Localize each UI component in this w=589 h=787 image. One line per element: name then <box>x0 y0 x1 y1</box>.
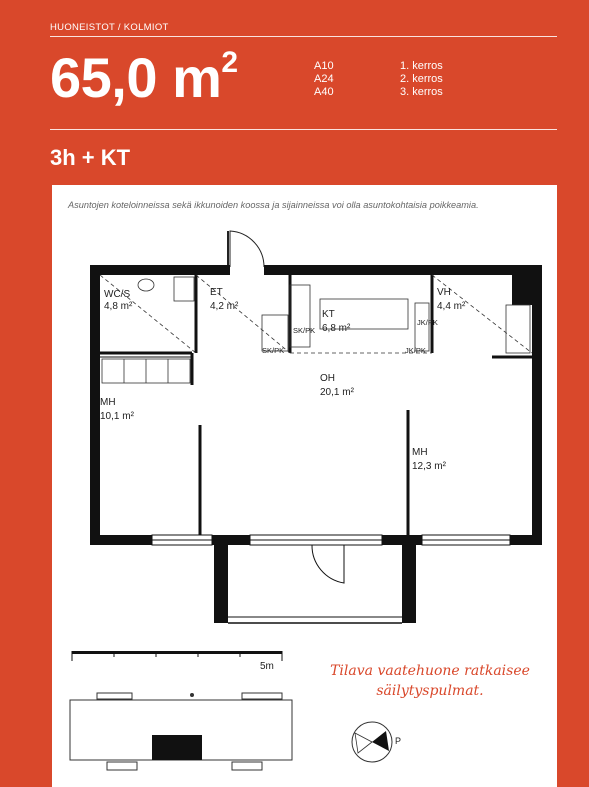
walls <box>90 265 542 623</box>
fixtures <box>100 275 532 383</box>
tagline-line: Tilava vaatehuone ratkaisee <box>330 663 530 679</box>
fixture-label: JK/PK <box>417 318 438 327</box>
apartment-code: A10 <box>314 60 334 72</box>
floor-list <box>400 60 443 99</box>
room-type: 3h + KT <box>50 145 131 170</box>
apartment-code: A24 <box>314 73 334 85</box>
room-name: ET <box>210 287 223 298</box>
tagline <box>330 661 530 701</box>
room-area: 4,8 m² <box>104 301 133 312</box>
scale-label: 5m <box>260 661 274 672</box>
fixture-label: SK/PK <box>262 346 285 355</box>
breadcrumb: HUONEISTOT / KOLMIOT <box>50 22 169 33</box>
compass-icon <box>352 722 401 762</box>
room-name: KT <box>322 309 335 320</box>
floor-label: 2. kerros <box>400 73 443 85</box>
fixture-label: SK/PK <box>293 326 316 335</box>
floor-label: 3. kerros <box>400 86 443 98</box>
room-area: 4,2 m² <box>210 301 239 312</box>
balcony <box>228 545 402 623</box>
room-name: MH <box>412 447 428 458</box>
tagline-line: säilytyspulmat. <box>376 683 484 699</box>
apartment-code: A40 <box>314 86 334 98</box>
room-area: 10,1 m² <box>100 411 134 422</box>
area-number: 65,0 <box>50 46 157 109</box>
header-rule-top <box>50 36 557 37</box>
room-area: 20,1 m² <box>320 387 354 398</box>
scale-bar <box>72 651 282 672</box>
area-unit: $m^2$ <box>172 46 238 109</box>
apartment-area <box>50 46 238 109</box>
room-name: MH <box>100 397 116 408</box>
room-name: VH <box>437 287 451 298</box>
inner-walls <box>100 275 532 535</box>
room-area: 6,8 m² <box>322 323 351 334</box>
room-area: 12,3 m² <box>412 461 446 472</box>
header-rule-bottom <box>50 129 557 130</box>
key-plan <box>70 693 292 770</box>
floor-label: 1. kerros <box>400 60 443 72</box>
compass-north-label: P <box>395 736 402 746</box>
fixture-label: JK/PK <box>405 346 426 355</box>
disclaimer: Asuntojen koteloinneissa sekä ikkunoiden koossa ja sijainneissa voi olla asuntokohtaisia poikkeamia. <box>68 200 479 210</box>
windows <box>152 535 510 545</box>
room-name: WC/S <box>104 289 131 300</box>
entrance-door <box>228 231 264 269</box>
room-name: OH <box>320 373 335 384</box>
room-area: 4,4 m² <box>437 301 466 312</box>
apartment-codes <box>314 60 334 99</box>
